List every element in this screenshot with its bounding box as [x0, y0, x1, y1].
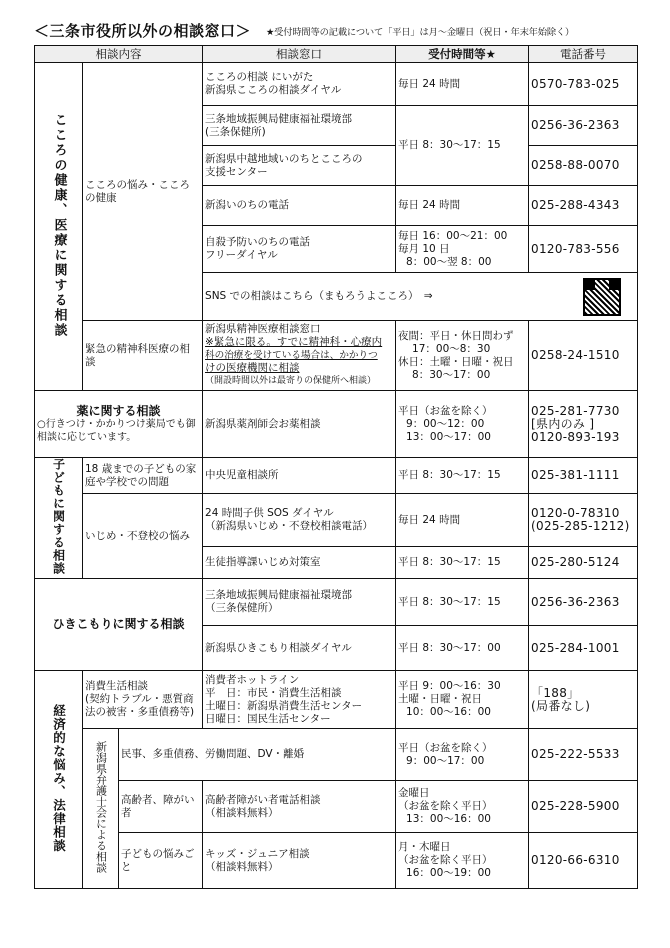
hours-cell: 毎日 24 時間 — [396, 186, 529, 226]
phone-number: 0256-36-2363 — [529, 579, 638, 626]
subcategory-bullying: いじめ・不登校の悩み — [83, 494, 203, 579]
hours-cell: 毎日 24 時間 — [396, 494, 529, 547]
page-title: ＜三条市役所以外の相談窓口＞ — [34, 22, 252, 40]
window-cell: こころの相談 にいがた 新潟県こころの相談ダイヤル — [203, 63, 396, 106]
hours-cell: 平日（お盆を除く） 9：00～17：00 — [396, 729, 529, 781]
window-cell: 生徒指導課いじめ対策室 — [203, 547, 396, 579]
phone-number: 025-281-7730 [県内のみ ] 0120-893-193 — [529, 391, 638, 458]
header-content: 相談内容 — [35, 46, 203, 63]
window-cell: 新潟いのちの電話 — [203, 186, 396, 226]
subcategory-consumer: 消費生活相談 (契約トラブル・悪質商法の被害・多重債務等) — [83, 671, 203, 729]
table-row — [35, 494, 638, 547]
header-phone: 電話番号 — [529, 46, 638, 63]
phone-number: 0258-24-1510 — [529, 321, 638, 391]
window-cell: 24 時間子供 SOS ダイヤル （新潟県いじめ・不登校相談電話） — [203, 494, 396, 547]
hours-cell: 平日 8：30～17：00 — [396, 626, 529, 671]
table-row — [35, 63, 638, 106]
table-row — [35, 458, 638, 494]
table-row — [35, 729, 638, 781]
hours-cell: 平日 8：30～17：15 — [396, 547, 529, 579]
sns-row — [203, 273, 638, 321]
phone-number: 025-288-4343 — [529, 186, 638, 226]
lawyer-association-label: 新潟県弁護士会による相談 — [83, 729, 119, 889]
phone-number: 0120-66-6310 — [529, 833, 638, 889]
subcategory-emergency: 緊急の精神科医療の相談 — [83, 321, 203, 391]
table-row — [35, 781, 638, 833]
phone-number: 025-381-1111 — [529, 458, 638, 494]
window-cell: 新潟県中越地域いのちとこころの 支援センター — [203, 146, 396, 186]
hours-cell: 平日 8：30～17：15 — [396, 458, 529, 494]
window-cell: 高齢者障がい者電話相談 （相談料無料） — [203, 781, 396, 833]
window-cell: 中央児童相談所 — [203, 458, 396, 494]
table-row — [35, 671, 638, 729]
lawyer-topic-children: 子どもの悩みごと — [119, 833, 203, 889]
phone-number: 「188」 (局番なし) — [529, 671, 638, 729]
table-header-row — [35, 46, 638, 63]
window-cell: キッズ・ジュニア相談 （相談料無料） — [203, 833, 396, 889]
phone-number: 025-228-5900 — [529, 781, 638, 833]
hours-cell: 平日 8：30～17：15 — [396, 106, 529, 186]
window-cell: 三条地域振興局健康福祉環境部 (三条保健所) — [203, 106, 396, 146]
sns-link[interactable]: SNS での相談はこちら（まもろうよこころ） ⇒ — [205, 290, 433, 302]
header-window: 相談窓口 — [203, 46, 396, 63]
phone-number: 025-222-5533 — [529, 729, 638, 781]
hours-cell: 月・木曜日 （お盆を除く平日） 16：00～19：00 — [396, 833, 529, 889]
phone-number: 025-280-5124 — [529, 547, 638, 579]
window-cell: 三条地域振興局健康福祉環境部 （三条保健所） — [203, 579, 396, 626]
hours-cell: 平日 9：00～16：30 土曜・日曜・祝日 10：00～16：00 — [396, 671, 529, 729]
phone-number: 0120-783-556 — [529, 226, 638, 273]
qr-code-icon[interactable] — [583, 278, 621, 316]
hours-cell: 金曜日 （お盆を除く平日） 13：00～16：00 — [396, 781, 529, 833]
subcategory-mind: こころの悩み・こころの健康 — [83, 63, 203, 321]
phone-number: 0258-88-0070 — [529, 146, 638, 186]
phone-number: 0570-783-025 — [529, 63, 638, 106]
table-row — [35, 321, 638, 391]
table-row — [35, 579, 638, 626]
phone-number: 0120-0-78310 (025-285-1212) — [529, 494, 638, 547]
phone-number: 0256-36-2363 — [529, 106, 638, 146]
category-hikikomori: ひきこもりに関する相談 — [35, 579, 203, 671]
subcategory-children-18: 18 歳までの子どもの家庭や学校での問題 — [83, 458, 203, 494]
window-cell: 新潟県ひきこもり相談ダイヤル — [203, 626, 396, 671]
category-children: 子どもに関する相談 — [35, 458, 83, 579]
hours-cell: 平日 8：30～17：15 — [396, 579, 529, 626]
hours-cell: 毎日 16：00～21：00 毎月 10 日 8：00～翌 8：00 — [396, 226, 529, 273]
category-mental-health: こころの健康、医療に関する相談 — [35, 63, 83, 391]
lawyer-topic-civil: 民事、多重債務、労働問題、DV・離婚 — [119, 729, 396, 781]
header-hours: 受付時間等★ — [396, 46, 529, 63]
hours-cell: 夜間：平日・休日問わず 17：00～8：30 休日：土曜・日曜・祝日 8：30～17：00 — [396, 321, 529, 391]
category-economic-legal: 経済的な悩み、法律相談 — [35, 671, 83, 889]
page-header — [34, 20, 638, 46]
window-cell: 新潟県精神医療相談窓口 ※緊急に限る。すでに精神科・心療内 科の治療を受けている場合は、かかりつ けの医療機関に相談 （開設時間以外は最寄りの保健所へ相談） — [203, 321, 396, 391]
window-cell: 自殺予防いのちの電話 フリーダイヤル — [203, 226, 396, 273]
table-row — [35, 391, 638, 458]
hours-cell: 平日（お盆を除く） 9：00～12：00 13：00～17：00 — [396, 391, 529, 458]
category-medicine: 薬に関する相談 ○行きつけ・かかりつけ薬局でも御相談に応じています。 — [35, 391, 203, 458]
window-cell: 消費者ホットライン 平 日：市民・消費生活相談 土曜日：新潟県消費生活センター 日曜日：国民生活センター — [203, 671, 396, 729]
consultation-table — [34, 45, 638, 889]
table-row — [35, 833, 638, 889]
hours-note: ★受付時間等の記載について「平日」は月～金曜日（祝日・年末年始除く） — [266, 27, 575, 38]
hours-cell: 毎日 24 時間 — [396, 63, 529, 106]
lawyer-topic-elderly: 高齢者、障がい者 — [119, 781, 203, 833]
window-cell: 新潟県薬剤師会お薬相談 — [203, 391, 396, 458]
phone-number: 025-284-1001 — [529, 626, 638, 671]
